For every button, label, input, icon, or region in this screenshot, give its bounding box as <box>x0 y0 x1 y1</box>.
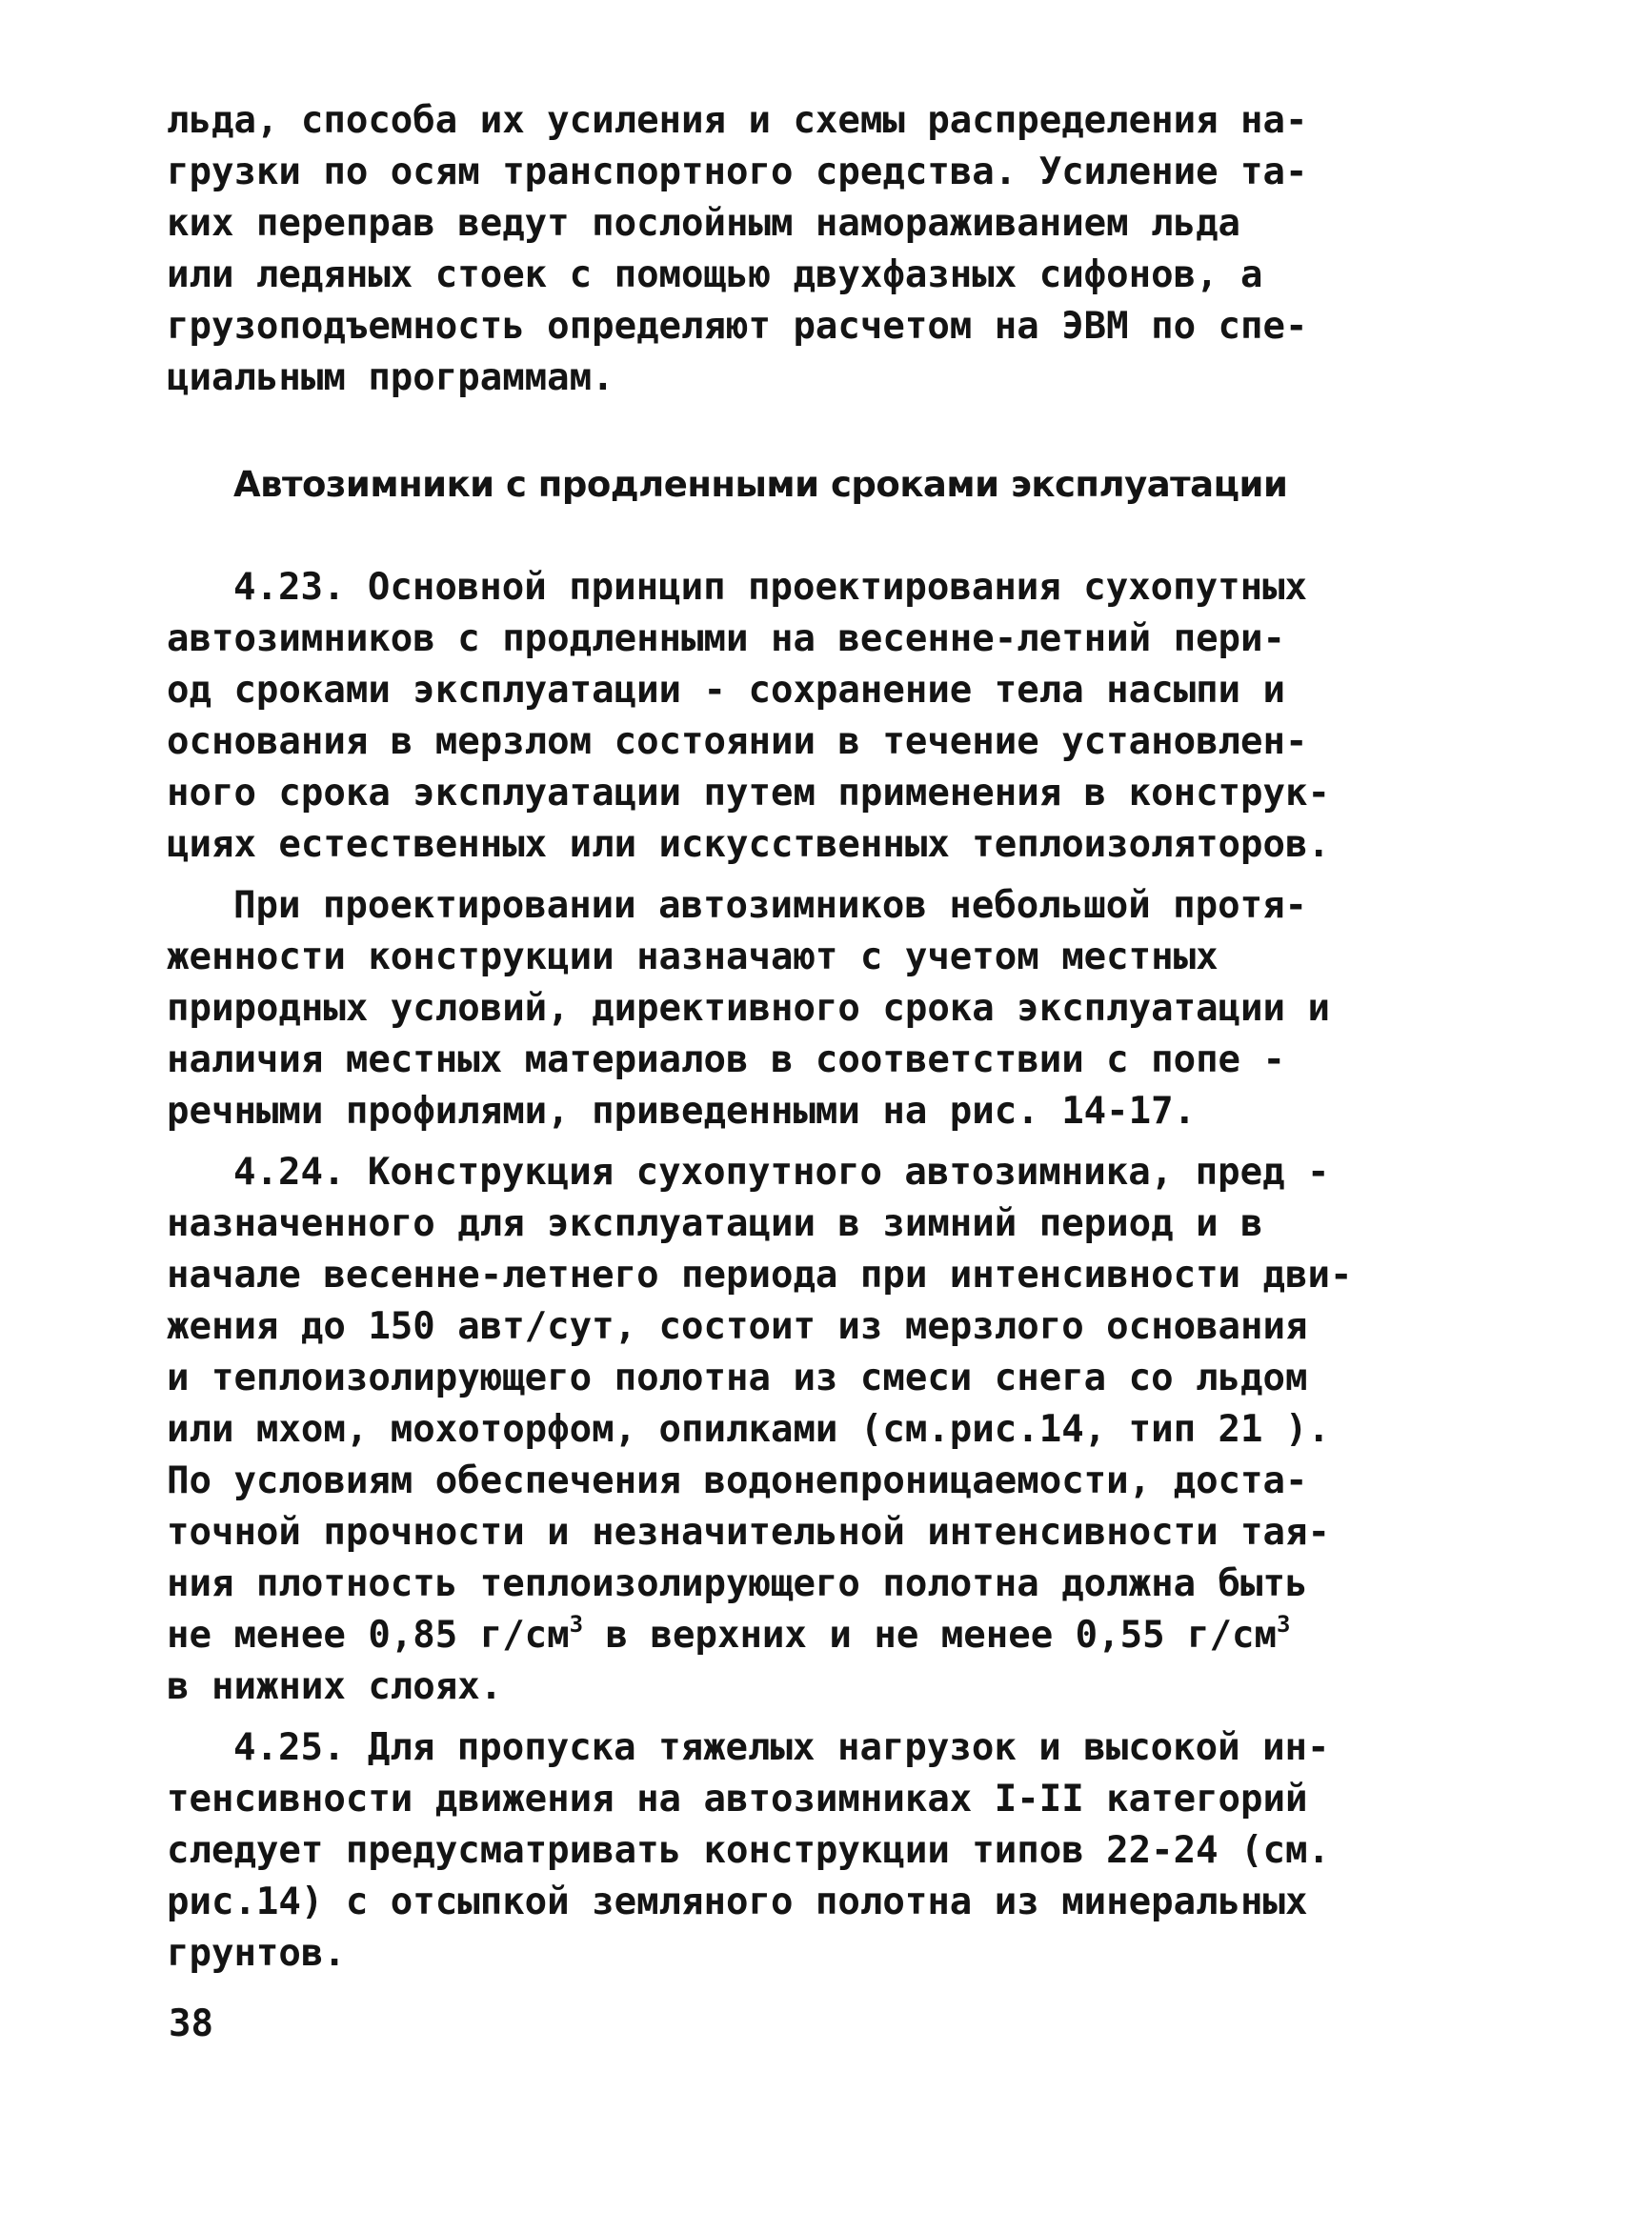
superscript-cubed: 3 <box>569 1611 584 1638</box>
text-line: рис.14) с отсыпкой земляного полотна из минеральных <box>167 1881 1308 1923</box>
text-line: и теплоизолирующего полотна из смеси снега со льдом <box>167 1357 1308 1399</box>
text-line: ких переправ ведут послойным намораживанием льда <box>167 202 1241 245</box>
text-line: точной прочности и незначительной интенсивности тая- <box>167 1511 1330 1554</box>
text-line: грунтов. <box>167 1932 346 1975</box>
superscript-cubed: 3 <box>1276 1611 1291 1638</box>
text-line: природных условий, директивного срока эксплуатации и <box>167 987 1330 1030</box>
text-line: 4.23. Основной принцип проектирования сухопутных <box>233 566 1308 609</box>
paragraph-4-23 <box>167 562 1501 871</box>
text-line: женности конструкции назначают с учетом местных <box>167 935 1219 978</box>
text-line: речными профилями, приведенными на рис. 14-17. <box>167 1090 1197 1133</box>
text-line: следует предусматривать конструкции типов 22-24 (см. <box>167 1829 1330 1872</box>
text-line: од сроками эксплуатации - сохранение тела насыпи и <box>167 669 1285 712</box>
text-line: жения до 150 авт/сут, состоит из мерзлого основания <box>167 1305 1308 1348</box>
text-line: циях естественных или искусственных теплоизоляторов. <box>167 823 1330 866</box>
text-line: ния плотность теплоизолирующего полотна должна быть <box>167 1562 1308 1605</box>
paragraph-design <box>167 880 1501 1137</box>
text-line: или ледяных стоек с помощью двухфазных сифонов, а <box>167 253 1263 296</box>
density-line <box>167 1610 1501 1661</box>
text-line: автозимников с продленными на весенне-летний пери- <box>167 617 1285 660</box>
text-line: ного срока эксплуатации путем применения в конструк- <box>167 772 1330 815</box>
text-line: грузки по осям транспортного средства. Усиление та- <box>167 151 1308 193</box>
density-text-lower: в верхних и не менее 0,55 г/см <box>583 1614 1277 1657</box>
text-line: льда, способа их усиления и схемы распределения на- <box>167 99 1308 142</box>
paragraph-4-24 <box>167 1147 1501 1713</box>
paragraph-4-25 <box>167 1722 1501 1980</box>
text-line: в нижних слоях. <box>167 1665 503 1708</box>
text-line: циальным программам. <box>167 356 614 399</box>
text-line: По условиям обеспечения водонепроницаемости, доста- <box>167 1459 1308 1502</box>
text-line: тенсивности движения на автозимниках I-II категорий <box>167 1778 1308 1821</box>
text-line: При проектировании автозимников небольшой протя- <box>233 884 1308 927</box>
section-heading: Автозимники с продленными сроками эксплуатации <box>233 464 1288 505</box>
text-line: 4.25. Для пропуска тяжелых нагрузок и высокой ин- <box>233 1726 1330 1769</box>
text-line: начале весенне-летнего периода при интенсивности дви- <box>167 1254 1353 1297</box>
paragraph-intro <box>167 95 1501 404</box>
text-line: основания в мерзлом состоянии в течение установлен- <box>167 720 1308 763</box>
page-number: 38 <box>169 2002 213 2045</box>
document-page <box>167 95 1501 1980</box>
text-line: или мхом, мохоторфом, опилками (см.рис.14, тип 21 ). <box>167 1408 1330 1451</box>
text-line: 4.24. Конструкция сухопутного автозимника, пред - <box>233 1151 1330 1194</box>
density-text-upper: не менее 0,85 г/см <box>167 1614 570 1657</box>
text-line: грузоподъемность определяют расчетом на ЭВМ по спе- <box>167 305 1308 348</box>
text-line: назначенного для эксплуатации в зимний период и в <box>167 1202 1263 1245</box>
text-line: наличия местных материалов в соответствии с попе - <box>167 1038 1285 1081</box>
